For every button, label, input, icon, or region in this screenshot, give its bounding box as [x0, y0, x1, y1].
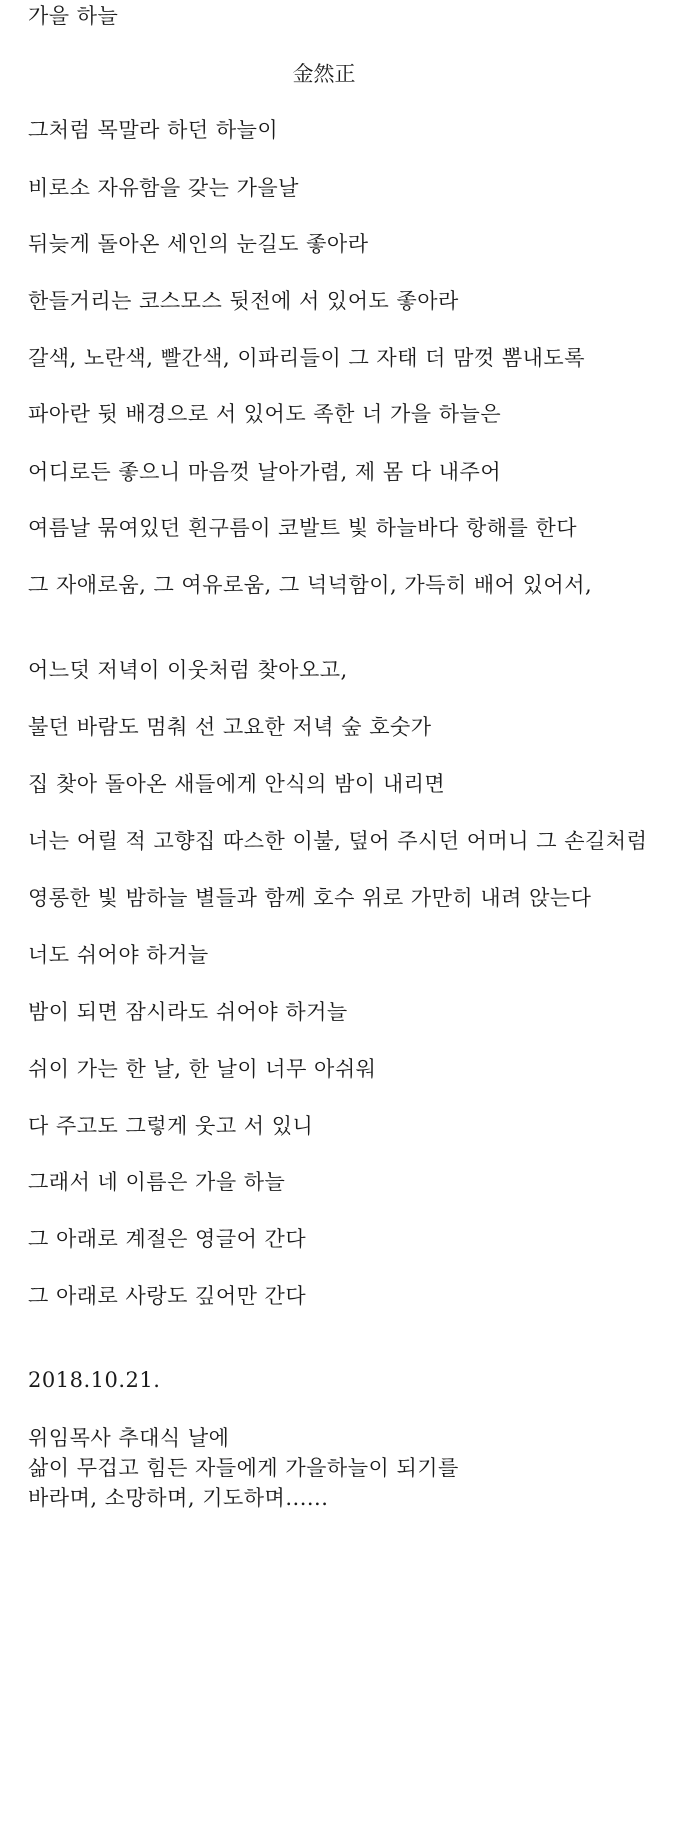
poem-line: 다 주고도 그렇게 웃고 서 있니 — [28, 1114, 314, 1138]
poem-line: 쉬이 가는 한 날, 한 날이 너무 아쉬워 — [28, 1057, 377, 1081]
poem-date: 2018.10.21. — [28, 1368, 161, 1392]
dedication-line: 위임목사 추대식 날에 — [28, 1426, 230, 1450]
poem-line: 한들거리는 코스모스 뒷전에 서 있어도 좋아라 — [28, 289, 459, 313]
poem-line: 집 찾아 돌아온 새들에게 안식의 밤이 내리면 — [28, 772, 446, 796]
poem-line: 갈색, 노란색, 빨간색, 이파리들이 그 자태 더 맘껏 뽐내도록 — [28, 346, 586, 370]
poem-title: 가을 하늘 — [28, 4, 119, 28]
poem-line: 뒤늦게 돌아온 세인의 눈길도 좋아라 — [28, 232, 369, 256]
poem-line: 비로소 자유함을 갖는 가을날 — [28, 176, 299, 200]
poem-line: 영롱한 빛 밤하늘 별들과 함께 호수 위로 가만히 내려 앉는다 — [28, 886, 592, 910]
poem-line: 그 아래로 사랑도 깊어만 간다 — [28, 1284, 307, 1308]
poem-line: 밤이 되면 잠시라도 쉬어야 하거늘 — [28, 1000, 348, 1024]
dedication-line: 삶이 무겁고 힘든 자들에게 가을하늘이 되기를 — [28, 1456, 459, 1480]
poem-line: 파아란 뒷 배경으로 서 있어도 족한 너 가을 하늘은 — [28, 402, 502, 426]
poem-line: 어느덧 저녁이 이웃처럼 찾아오고, — [28, 658, 348, 682]
poem-line: 그 아래로 계절은 영글어 간다 — [28, 1227, 307, 1251]
poem-line: 여름날 묶여있던 흰구름이 코발트 빛 하늘바다 항해를 한다 — [28, 516, 578, 540]
poem-document — [28, 0, 680, 1833]
poem-line: 그래서 네 이름은 가을 하늘 — [28, 1170, 286, 1194]
poem-line: 너는 어릴 적 고향집 따스한 이불, 덮어 주시던 어머니 그 손길처럼 — [28, 829, 648, 853]
poem-line: 불던 바람도 멈춰 선 고요한 저녁 숲 호숫가 — [28, 715, 432, 739]
poem-line: 어디로든 좋으니 마음껏 날아가렴, 제 몸 다 내주어 — [28, 460, 502, 484]
poem-line: 그 자애로움, 그 여유로움, 그 넉넉함이, 가득히 배어 있어서, — [28, 573, 593, 597]
poem-line: 그처럼 목말라 하던 하늘이 — [28, 118, 279, 142]
poem-line: 너도 쉬어야 하거늘 — [28, 943, 209, 967]
dedication-line: 바라며, 소망하며, 기도하며...... — [28, 1486, 329, 1510]
poem-author: 金然正 — [292, 62, 356, 86]
